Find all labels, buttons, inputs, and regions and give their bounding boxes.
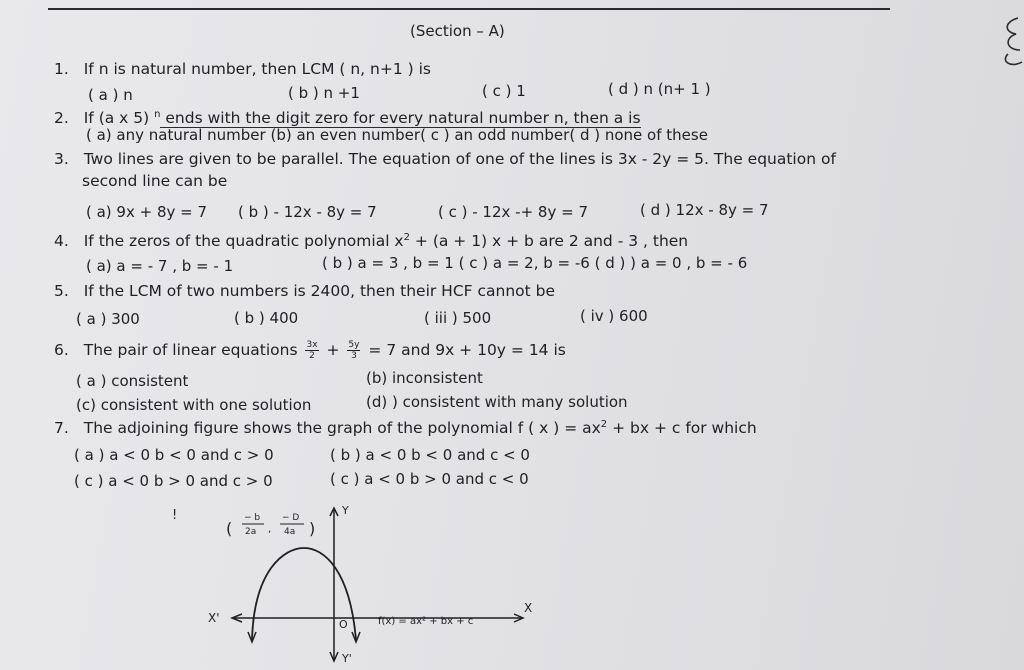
option-c: ( c ) 1 <box>482 82 526 100</box>
option-a: ( a) 9x + 8y = 7 <box>86 203 208 221</box>
x-axis-label: X <box>524 601 533 615</box>
parabola-graph <box>208 500 533 670</box>
option-b: ( b ) - 12x - 8y = 7 <box>238 203 377 221</box>
fraction-5y-over-3: $\frac{5y}{3}$ <box>348 340 360 361</box>
option-d: ( d ) n (n+ 1 ) <box>608 80 711 98</box>
vertex-x-numerator: − b <box>244 513 261 523</box>
origin-label: O <box>339 618 348 631</box>
question-number: 1. <box>54 60 69 78</box>
fraction-3x-over-2: $\frac{3x}{2}$ <box>306 340 318 361</box>
question-number: 4. <box>54 232 69 251</box>
option-a: ( a ) a < 0 b < 0 and c > 0 <box>74 446 274 464</box>
question-text: If n is natural number, then LCM ( n, n+1 ) is <box>83 60 431 78</box>
question-text: If the zeros of the quadratic polynomial $x^2 + (a + 1) x + b$ are 2 and - 3 , then <box>83 232 689 251</box>
section-heading: (Section – A) <box>410 22 505 40</box>
y-axis-neg-label: Y' <box>342 652 352 665</box>
question-6 <box>54 340 566 361</box>
question-4 <box>54 229 688 250</box>
option-d: ( d ) 12x - 8y = 7 <box>640 201 769 219</box>
options-b-c-d: ( b ) a = 3 , b = 1 ( c ) a = 2, b = -6 ( d ) ) a = 0 , b = - 6 <box>322 254 748 272</box>
option-d: (d) ) consistent with many solution <box>366 393 628 411</box>
y-axis-label: Y <box>342 504 349 517</box>
option-c: ( c ) - 12x -+ 8y = 7 <box>438 203 588 221</box>
question-5 <box>54 282 555 300</box>
curve-label: f(x) = ax² + bx + c <box>378 616 474 627</box>
question-2 <box>54 106 641 127</box>
option-b: ( b ) n +1 <box>288 84 360 102</box>
option-c: ( iii ) 500 <box>424 309 492 327</box>
vertex-comma: , <box>268 524 272 535</box>
question-text-start: The pair of linear equations <box>83 341 298 359</box>
top-rule <box>48 8 890 10</box>
options-line: ( a) any natural number (b) an even number( c ) an odd number( d ) none of these <box>86 126 708 144</box>
option-a: ( a ) 300 <box>76 310 140 328</box>
option-a: ( a ) consistent <box>76 372 189 390</box>
option-c: ( c ) a < 0 b > 0 and c > 0 <box>74 472 273 490</box>
option-a: ( a ) n <box>88 86 133 104</box>
plus-sign: + <box>326 341 340 359</box>
option-d: ( iv ) 600 <box>580 307 648 325</box>
question-number: 2. <box>54 109 69 128</box>
option-d: ( c ) a < 0 b > 0 and c < 0 <box>330 470 529 488</box>
question-text: Two lines are given to be parallel. The equation of one of the lines is 3x - 2y = 5. The equation of <box>83 150 836 168</box>
question-text: The adjoining figure shows the graph of the polynomial f ( x ) = $ax^2$ + bx + c for which <box>83 419 757 438</box>
question-number: 5. <box>54 282 69 300</box>
option-b: ( b ) 400 <box>234 309 299 327</box>
question-text: If the LCM of two numbers is 2400, then their HCF cannot be <box>83 282 556 300</box>
stray-mark: ! <box>172 508 178 523</box>
vertex-label-open: ( <box>226 519 233 538</box>
question-number: 6. <box>54 341 69 359</box>
question-text-end: = 7 and 9x + 10y = 14 is <box>368 341 566 359</box>
question-number: 7. <box>54 419 69 438</box>
question-3 <box>54 150 836 168</box>
vertex-label-close: ) <box>309 519 316 538</box>
option-b: (b) inconsistent <box>366 369 483 387</box>
x-axis-neg-label: X' <box>208 611 220 625</box>
question-number: 3. <box>54 150 69 168</box>
option-b: ( b ) a < 0 b < 0 and c < 0 <box>330 446 530 464</box>
vertex-x-denominator: 2a <box>245 527 257 537</box>
margin-scribble <box>998 10 1024 80</box>
question-7 <box>54 416 757 437</box>
option-c: (c) consistent with one solution <box>76 396 312 414</box>
question-3-continued: second line can be <box>82 172 228 190</box>
option-a: ( a) a = - 7 , b = - 1 <box>86 257 234 275</box>
question-1 <box>54 60 431 78</box>
question-text: If (a x 5) $^n$ ends with the digit zero for every natural number n, then a is <box>83 109 641 128</box>
vertex-y-numerator: − D <box>282 513 300 523</box>
vertex-y-denominator: 4a <box>284 527 296 537</box>
